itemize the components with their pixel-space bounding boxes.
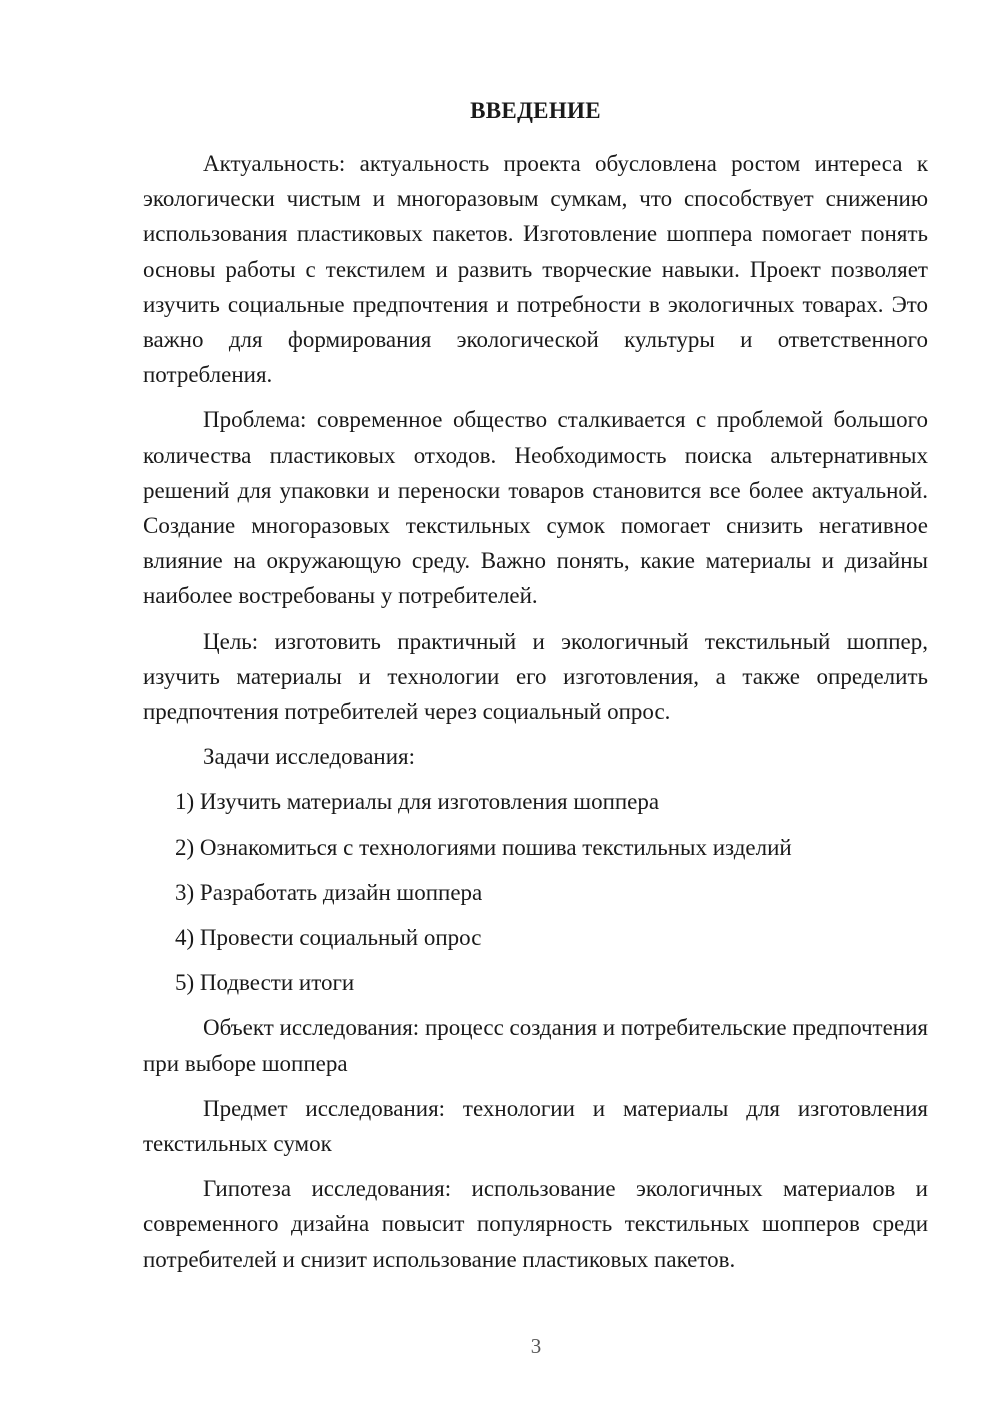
list-item: 1) Изучить материалы для изготовления шоппера xyxy=(175,789,660,815)
paragraph-tasks-heading: Задачи исследования: xyxy=(203,744,416,770)
paragraph-goal: Цель: изготовить практичный и экологичный текстильный шоппер, изучить материалы и технологии его изготовления, а также определить предпочтения потребителей через социальный опрос. xyxy=(143,628,928,725)
document-page xyxy=(143,96,928,1287)
page-number: 3 xyxy=(530,1334,542,1358)
paragraph-hypothesis: Гипотеза исследования: использование экологичных материалов и современного дизайна повысит популярность текстильных шопперов среди потребителей и снизит использование пластиковых пакетов. xyxy=(143,1176,928,1272)
tasks-list xyxy=(143,784,928,1000)
paragraph-relevance: Актуальность: актуальность проекта обусловлена ростом интереса к экологически чистым и многоразовым сумкам, что способствует снижению использования пластиковых пакетов. Изготовление шоппера помогает понять основы работы с текстилем и развить творческие навыки. Проект позволяет изучить социальные предпочтения и потребности в экологичных товарах. Это важно для формирования экологической культуры и ответственного потребления. xyxy=(143,151,928,388)
page-title: ВВЕДЕНИЕ xyxy=(470,98,601,123)
list-item: 4) Провести социальный опрос xyxy=(175,925,482,951)
paragraph-problem: Проблема: современное общество сталкивается с проблемой большого количества пластиковых отходов. Необходимость поиска альтернативных решений для упаковки и переноски товаров становится все более актуальной. Создание многоразовых текстильных сумок помогает снизить негативное влияние на окружающую среду. Важно понять, какие материалы и дизайны наиболее востребованы у потребителей. xyxy=(143,407,928,609)
list-item: 2) Ознакомиться с технологиями пошива текстильных изделий xyxy=(175,834,792,860)
list-item: 3) Разработать дизайн шоппера xyxy=(175,879,483,905)
paragraph-object: Объект исследования: процесс создания и потребительские предпочтения при выборе шоппера xyxy=(143,1015,928,1076)
paragraph-subject: Предмет исследования: технологии и материалы для изготовления текстильных сумок xyxy=(143,1095,928,1157)
list-item: 5) Подвести итоги xyxy=(175,970,355,996)
